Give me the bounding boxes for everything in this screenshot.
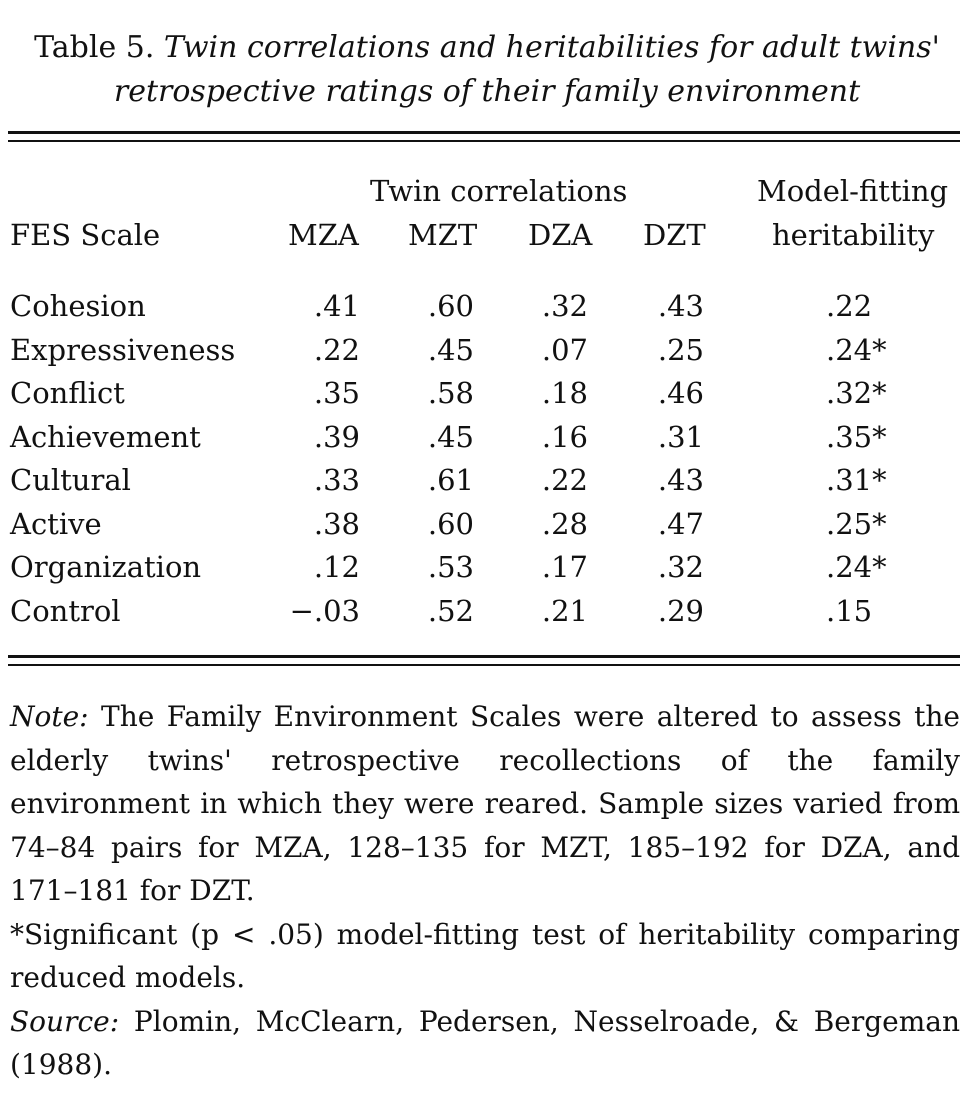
dza-cell: .21 bbox=[541, 593, 588, 628]
source-label: Source: bbox=[10, 1004, 120, 1038]
heritability-cell: .24* bbox=[826, 550, 887, 584]
table-body bbox=[0, 285, 974, 633]
heritability-header-line1: Model-fitting bbox=[757, 174, 949, 208]
top-rule bbox=[8, 131, 960, 134]
top-rule-secondary bbox=[8, 140, 960, 142]
table-row bbox=[0, 546, 974, 590]
scale-cell: Organization bbox=[10, 550, 202, 584]
bottom-rule-secondary bbox=[8, 664, 960, 666]
scale-cell: Active bbox=[10, 506, 102, 541]
mzt-cell: .45 bbox=[427, 419, 474, 454]
scale-cell: Achievement bbox=[10, 419, 201, 454]
dzt-cell: .46 bbox=[657, 376, 704, 410]
table-row bbox=[0, 503, 974, 547]
scale-cell: Cultural bbox=[10, 463, 131, 497]
column-header-mzt: MZT bbox=[408, 218, 478, 252]
table-row bbox=[0, 459, 974, 503]
mzt-cell: .52 bbox=[427, 593, 474, 628]
dzt-cell: .43 bbox=[657, 289, 704, 323]
scale-cell: Control bbox=[10, 593, 121, 628]
table-title: Twin correlations and heritabilities for adult twins' retrospective ratings of their family environment bbox=[113, 30, 940, 109]
table-notes bbox=[10, 695, 960, 1087]
mzt-cell: .60 bbox=[427, 506, 474, 541]
mza-cell: .22 bbox=[313, 332, 360, 367]
table-row bbox=[0, 372, 974, 416]
table-caption bbox=[0, 26, 974, 114]
significance-note: *Significant (p < .05) model-fitting test of heritability comparing reduced models. bbox=[10, 917, 960, 994]
column-header-mza: MZA bbox=[288, 218, 359, 252]
note-text: The Family Environment Scales were altered to assess the elderly twins' retrospective recollections of the family environment in which they were reared. Sample sizes varied from 74–84 pairs for MZA, 128–135 for MZT, 185–192 for DZA, and 171–181 for DZT. bbox=[10, 700, 960, 907]
dza-cell: .18 bbox=[541, 376, 588, 410]
source-text: Plomin, McClearn, Pedersen, Nesselroade, & Bergeman (1988). bbox=[10, 1004, 960, 1081]
scale-cell: Conflict bbox=[10, 376, 125, 410]
heritability-cell: .32* bbox=[826, 376, 887, 410]
scale-cell: Expressiveness bbox=[10, 332, 236, 367]
mzt-cell: .58 bbox=[427, 376, 474, 410]
heritability-cell: .25* bbox=[826, 506, 887, 541]
mza-cell: .39 bbox=[313, 419, 360, 454]
dzt-cell: .31 bbox=[657, 419, 704, 454]
fes-scale-header: FES Scale bbox=[10, 218, 161, 252]
dza-cell: .22 bbox=[541, 463, 588, 497]
mza-cell: .12 bbox=[313, 550, 360, 584]
dzt-cell: .47 bbox=[657, 506, 704, 541]
bottom-rule bbox=[8, 655, 960, 658]
table-row bbox=[0, 285, 974, 329]
heritability-header-line2: heritability bbox=[772, 218, 935, 252]
dza-cell: .16 bbox=[541, 419, 588, 454]
heritability-cell: .15 bbox=[826, 593, 873, 628]
dzt-cell: .25 bbox=[657, 332, 704, 367]
dzt-cell: .29 bbox=[657, 593, 704, 628]
heritability-cell: .35* bbox=[826, 419, 887, 454]
mza-cell: .38 bbox=[313, 506, 360, 541]
table-row bbox=[0, 590, 974, 634]
note-label: Note: bbox=[10, 700, 89, 733]
mza-cell: .41 bbox=[313, 289, 360, 323]
heritability-cell: .24* bbox=[826, 332, 887, 367]
heritability-cell: .22 bbox=[826, 289, 873, 323]
table-row bbox=[0, 416, 974, 460]
mzt-cell: .60 bbox=[427, 289, 474, 323]
source-paragraph bbox=[10, 1000, 960, 1087]
column-header-dza: DZA bbox=[528, 218, 593, 252]
note-paragraph bbox=[10, 695, 960, 913]
mza-cell: .35 bbox=[313, 376, 360, 410]
dza-cell: .32 bbox=[541, 289, 588, 323]
dza-cell: .07 bbox=[541, 332, 588, 367]
dza-cell: .17 bbox=[541, 550, 588, 584]
column-header-dzt: DZT bbox=[643, 218, 706, 252]
mzt-cell: .61 bbox=[427, 463, 474, 497]
twin-correlations-header: Twin correlations bbox=[370, 174, 628, 208]
scale-cell: Cohesion bbox=[10, 289, 146, 323]
mzt-cell: .45 bbox=[427, 332, 474, 367]
mzt-cell: .53 bbox=[427, 550, 474, 584]
dzt-cell: .32 bbox=[657, 550, 704, 584]
heritability-cell: .31* bbox=[826, 463, 887, 497]
mza-cell: −.03 bbox=[289, 593, 360, 628]
table-number: Table 5. bbox=[34, 30, 155, 65]
mza-cell: .33 bbox=[313, 463, 360, 497]
table-row bbox=[0, 329, 974, 373]
dza-cell: .28 bbox=[541, 506, 588, 541]
dzt-cell: .43 bbox=[657, 463, 704, 497]
